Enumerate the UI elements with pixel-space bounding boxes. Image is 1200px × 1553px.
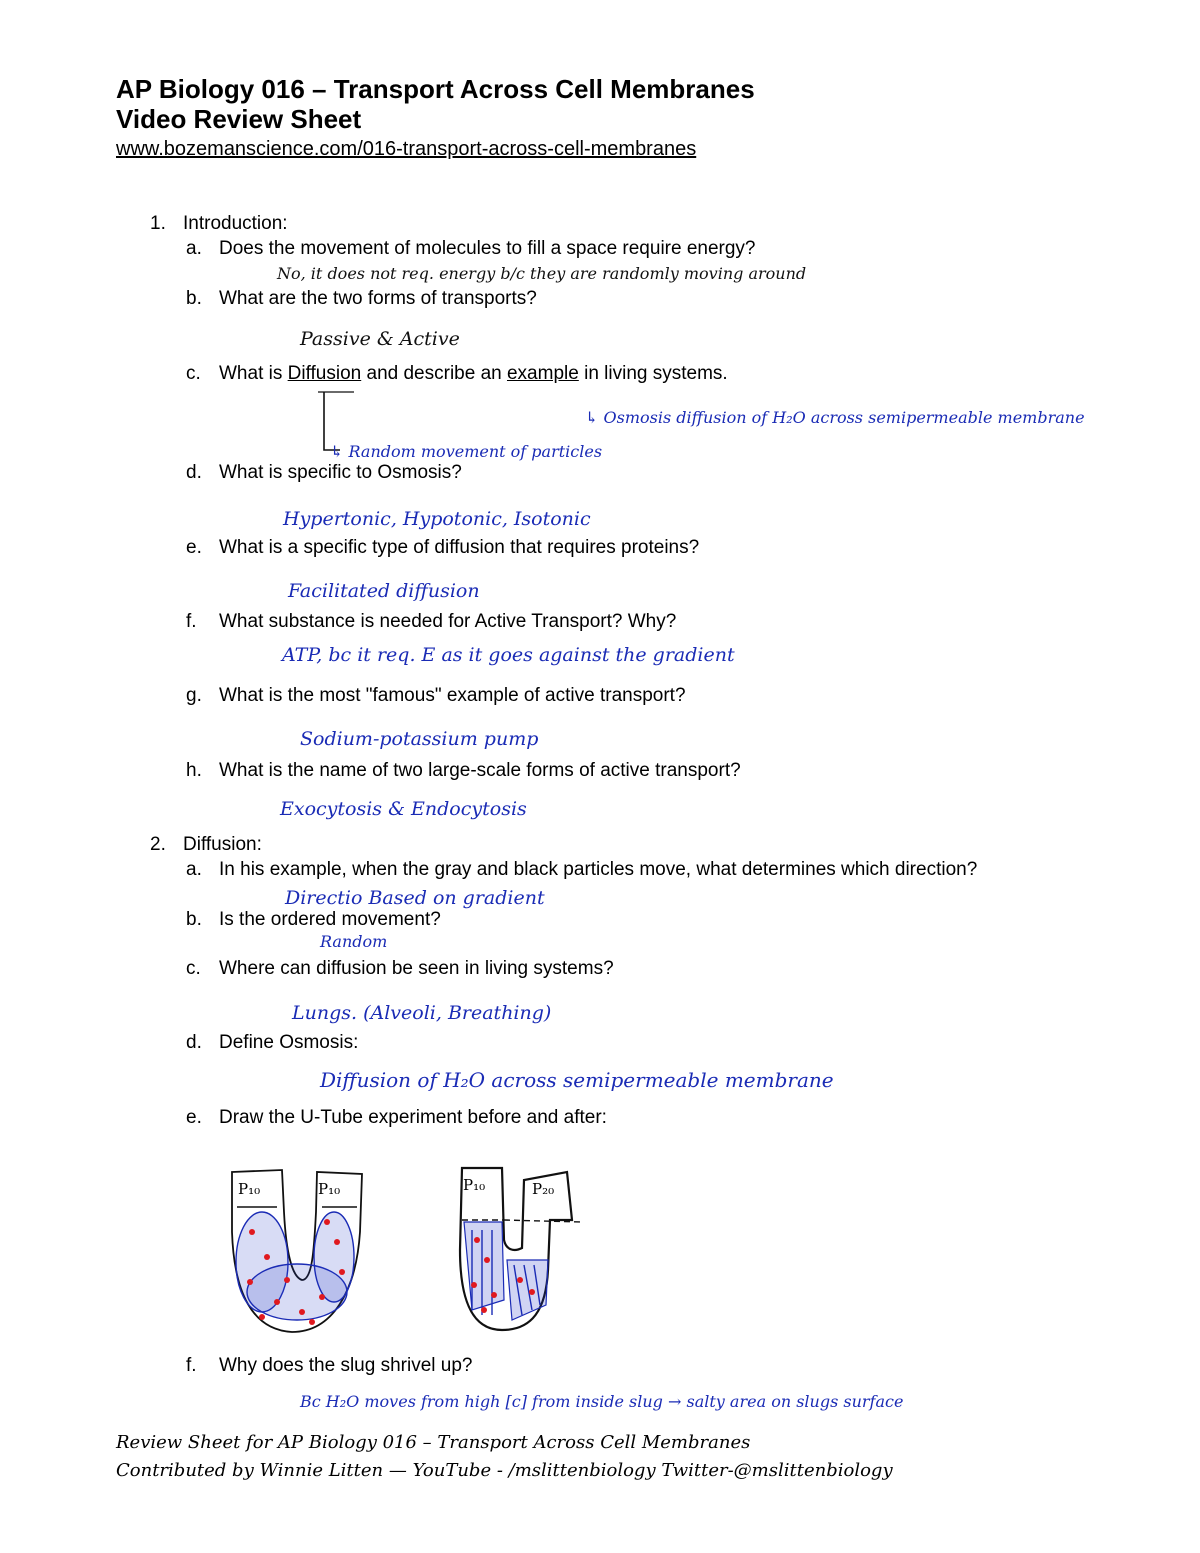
question-text: What is the most "famous" example of active transport?	[219, 685, 686, 706]
page-subtitle: Video Review Sheet	[116, 104, 362, 134]
pressure-label: P₂₀	[532, 1180, 555, 1198]
handwritten-answer: ATP, bc it req. E as it goes against the gradient	[282, 644, 735, 666]
question-text: What are the two forms of transports?	[219, 288, 537, 309]
pressure-label: P₁₀	[318, 1180, 341, 1198]
question-letter: c.	[186, 958, 201, 979]
footer-line-1: Review Sheet for AP Biology 016 – Transport Across Cell Membranes	[116, 1432, 751, 1453]
question-letter: d.	[186, 462, 202, 483]
page-title: AP Biology 016 – Transport Across Cell Membranes	[116, 74, 755, 104]
question-text: Does the movement of molecules to fill a space require energy?	[219, 238, 756, 259]
pressure-label: P₁₀	[463, 1176, 486, 1194]
source-link[interactable]: www.bozemanscience.com/016-transport-across-cell-membranes	[116, 138, 697, 160]
question-text: Why does the slug shrivel up?	[219, 1355, 473, 1376]
question-text: Draw the U-Tube experiment before and after:	[219, 1107, 607, 1128]
question-letter: f.	[186, 611, 197, 632]
question-text: Is the ordered movement?	[219, 909, 441, 930]
handwritten-answer: ↳ Random movement of particles	[330, 442, 603, 461]
handwritten-answer: Lungs. (Alveoli, Breathing)	[292, 1002, 552, 1024]
footer-line-2: Contributed by Winnie Litten — YouTube - /mslittenbiology Twitter-@mslittenbiology	[116, 1460, 893, 1481]
question-letter: a.	[186, 238, 202, 259]
question-text: What is specific to Osmosis?	[219, 462, 462, 483]
handwritten-answer: Passive & Active	[300, 328, 460, 350]
handwritten-answer: Random	[320, 932, 388, 951]
underlined-term: example	[506, 363, 579, 384]
handwritten-answer: Sodium-potassium pump	[300, 728, 539, 750]
handwritten-answer: Facilitated diffusion	[288, 580, 480, 602]
question-letter: d.	[186, 1032, 202, 1053]
question-text: Where can diffusion be seen in living systems?	[219, 958, 614, 979]
handwritten-answer: Hypertonic, Hypotonic, Isotonic	[283, 508, 591, 530]
handwritten-answer: Directio Based on gradient	[285, 887, 545, 909]
question-letter: g.	[186, 685, 202, 706]
question-letter: e.	[186, 537, 202, 558]
underlined-term: Diffusion	[287, 363, 362, 384]
handwritten-answer: Bc H₂O moves from high [c] from inside slug → salty area on slugs surface	[300, 1392, 904, 1411]
question-letter: c.	[186, 363, 201, 384]
pressure-label: P₁₀	[238, 1180, 261, 1198]
section-2-number: 2.	[150, 834, 166, 855]
question-text: What is Diffusion and describe an example in living systems.	[219, 363, 728, 384]
question-text: What substance is needed for Active Transport? Why?	[219, 611, 677, 632]
question-letter: f.	[186, 1355, 197, 1376]
question-text: In his example, when the gray and black particles move, what determines which direction?	[219, 859, 978, 880]
question-text: Define Osmosis:	[219, 1032, 359, 1053]
handwritten-answer: ↳ Osmosis diffusion of H₂O across semipermeable membrane	[585, 408, 1085, 427]
section-1-number: 1.	[150, 213, 166, 234]
handwritten-answer: No, it does not req. energy b/c they are randomly moving around	[277, 264, 807, 283]
question-letter: b.	[186, 909, 202, 930]
question-letter: a.	[186, 859, 202, 880]
handwritten-answer: Exocytosis & Endocytosis	[280, 798, 527, 820]
question-letter: h.	[186, 760, 202, 781]
question-letter: e.	[186, 1107, 202, 1128]
question-letter: b.	[186, 288, 202, 309]
section-2-title: Diffusion:	[183, 834, 262, 855]
section-1-title: Introduction:	[183, 213, 288, 234]
question-text: What is a specific type of diffusion that requires proteins?	[219, 537, 700, 558]
handwritten-answer: Diffusion of H₂O across semipermeable membrane	[320, 1068, 834, 1092]
question-text: What is the name of two large-scale forms of active transport?	[219, 760, 741, 781]
